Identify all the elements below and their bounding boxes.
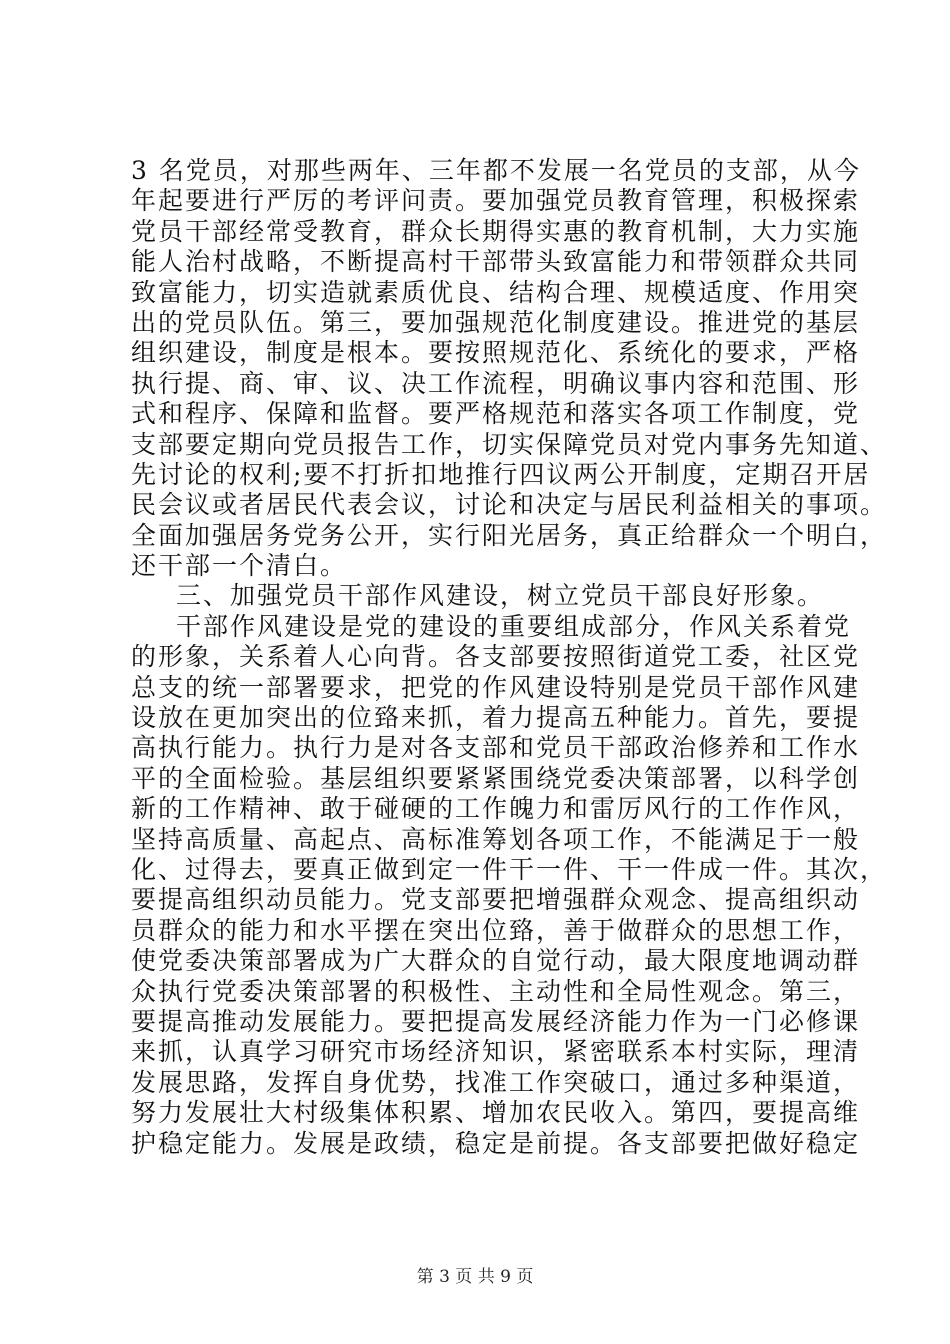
- text-line: 新的工作精神、敢于碰硬的工作魄力和雷厉风行的工作作风，: [131, 794, 861, 824]
- text-line: 支部要定期向党员报告工作，切实保障党员对党内事务先知道、: [131, 429, 888, 459]
- text-line: 发展思路，发挥自身优势，找准工作突破口，通过多种渠道，: [131, 1067, 861, 1097]
- text-line: 护稳定能力。发展是政绩，稳定是前提。各支部要把做好稳定: [131, 1128, 861, 1158]
- text-line: 高执行能力。执行力是对各支部和党员干部政治修养和工作水: [131, 733, 861, 763]
- text-line: 组织建设，制度是根本。要按照规范化、系统化的要求，严格: [131, 338, 861, 368]
- text-line: 要提高组织动员能力。党支部要把增强群众观念、提高组织动: [131, 885, 861, 915]
- section-heading: 三、加强党员干部作风建设，树立党员干部良好形象。: [176, 581, 825, 611]
- text-line: 全面加强居务党务公开，实行阳光居务，真正给群众一个明白，: [131, 520, 888, 550]
- text-line: 执行提、商、审、议、决工作流程，明确议事内容和范围、形: [131, 368, 861, 398]
- text-line: 坚持高质量、高起点、高标准筹划各项工作，不能满足于一般: [131, 824, 861, 854]
- text-line: 总支的统一部署要求，把党的作风建设特别是党员干部作风建: [131, 672, 861, 702]
- text-line: 要提高推动发展能力。要把提高发展经济能力作为一门必修课: [131, 1006, 861, 1036]
- page-number-footer: 第 3 页 共 9 页: [416, 1267, 534, 1287]
- text-line: 能人治村战略，不断提高村干部带头致富能力和带领群众共同: [131, 247, 861, 277]
- text-line: 化、过得去，要真正做到定一件干一件、干一件成一件。其次，: [131, 854, 888, 884]
- text-line: 致富能力，切实造就素质优良、结构合理、规模适度、作用突: [131, 277, 861, 307]
- text-line: 员群众的能力和水平摆在突出位臵，善于做群众的思想工作，: [131, 915, 861, 945]
- text-line: 来抓，认真学习研究市场经济知识，紧密联系本村实际，理清: [131, 1037, 861, 1067]
- text-line: 众执行党委决策部署的积极性、主动性和全局性观念。第三，: [131, 976, 861, 1006]
- text-line: 出的党员队伍。第三，要加强规范化制度建设。推进党的基层: [131, 307, 861, 337]
- text-line: 民会议或者居民代表会议，讨论和决定与居民利益相关的事项。: [131, 490, 888, 520]
- text-line: 设放在更加突出的位臵来抓，着力提高五种能力。首先，要提: [131, 703, 861, 733]
- body-text: [131, 156, 888, 1159]
- text-line: 平的全面检验。基层组织要紧紧围绕党委决策部署，以科学创: [131, 763, 861, 793]
- paragraph-first-line: 干部作风建设是党的建设的重要组成部分，作风关系着党: [176, 611, 852, 641]
- text-line: 的形象，关系着人心向背。各支部要按照街道党工委，社区党: [131, 642, 861, 672]
- text-line: 努力发展壮大村级集体积累、增加农民收入。第四，要提高维: [131, 1098, 861, 1128]
- text-line: 党员干部经常受教育，群众长期得实惠的教育机制，大力实施: [131, 216, 861, 246]
- text-line: 还干部一个清白。: [131, 551, 348, 581]
- text-line: 先讨论的权利;要不打折扣地推行四议两公开制度，定期召开居: [131, 459, 871, 489]
- text-line: 3 名党员，对那些两年、三年都不发展一名党员的支部，从今: [131, 156, 861, 185]
- text-line: 式和程序、保障和监督。要严格规范和落实各项工作制度，党: [131, 399, 861, 429]
- text-line: 年起要进行严厉的考评问责。要加强党员教育管理，积极探索: [131, 186, 861, 216]
- text-line: 使党委决策部署成为广大群众的自觉行动，最大限度地调动群: [131, 946, 861, 976]
